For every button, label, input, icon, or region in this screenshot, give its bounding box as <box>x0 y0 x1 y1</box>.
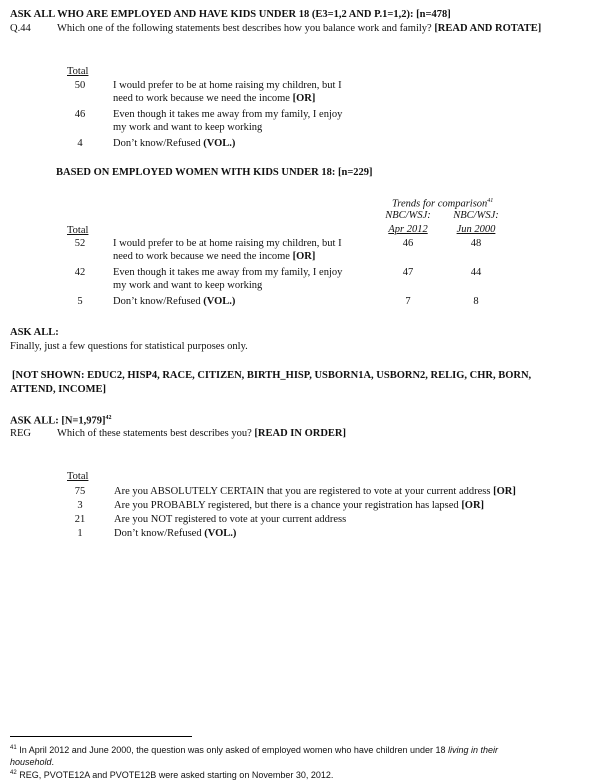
women-row3-tag: (VOL.) <box>203 296 236 307</box>
footnote-42 <box>10 767 333 781</box>
footnote-41-italic: living in their <box>448 745 499 755</box>
reg-row3-label: Are you NOT registered to vote at your current address <box>114 514 347 525</box>
reg-question-text: Which of these statements best describes you? <box>57 428 252 439</box>
footnote-42-text: REG, PVOTE12A and PVOTE12B were asked starting on November 30, 2012. <box>19 770 334 780</box>
q44-row3-tag: (VOL.) <box>203 138 236 149</box>
women-row2-c2: 44 <box>470 267 482 278</box>
q44-row3-label: Don’t know/Refused <box>113 138 201 149</box>
women-row2-line2: my work and want to keep working <box>113 280 263 291</box>
women-row1-c1: 46 <box>402 238 414 249</box>
women-row3-value: 5 <box>77 296 83 307</box>
reg-row2-tag: [OR] <box>461 500 485 511</box>
reg-row4-value: 1 <box>77 528 83 539</box>
q44-row1-text <box>113 79 342 105</box>
reg-row3-value: 21 <box>74 514 86 525</box>
q44-row1-tag: [OR] <box>292 93 316 104</box>
q44-row1-line2 <box>113 92 342 105</box>
reg-row1-tag: [OR] <box>493 486 516 497</box>
women-row3-label: Don’t know/Refused <box>113 296 201 307</box>
reg-total-header: Total <box>67 471 89 482</box>
women-row1-line2 <box>113 250 342 263</box>
notshown-line2: ATTEND, INCOME] <box>10 384 107 395</box>
footnote-divider <box>10 736 192 737</box>
reg-base-text: ASK ALL: [N=1,979] <box>10 415 106 427</box>
footnote-41-italic-2: household <box>10 757 52 767</box>
women-row3-c1: 7 <box>405 296 411 307</box>
q44-row3-text <box>113 137 235 150</box>
reg-instruction: [READ IN ORDER] <box>254 428 346 439</box>
reg-row1-text <box>114 485 516 498</box>
askall-text: Finally, just a few questions for statistical purposes only. <box>10 341 248 352</box>
q44-question-text: Which one of the following statements best describes how you balance work and family? <box>57 23 432 34</box>
reg-row2-text <box>114 499 484 512</box>
q44-row3-value: 4 <box>77 138 83 149</box>
trends-footnote-ref: 41 <box>487 198 494 204</box>
women-row2-line1: Even though it takes me away from my family, I enjoy <box>113 267 343 278</box>
col1-line1: NBC/WSJ: <box>385 210 431 221</box>
footnote-41-number: 41 <box>10 745 17 751</box>
q44-id: Q.44 <box>10 23 31 34</box>
reg-row3-text <box>114 513 346 526</box>
reg-row1-value: 75 <box>74 486 86 497</box>
women-row3-c2: 8 <box>473 296 479 307</box>
women-total-header: Total <box>67 225 89 236</box>
reg-row2-label: Are you PROBABLY registered, but there is a chance your registration has lapsed <box>114 500 459 511</box>
reg-footnote-ref: 42 <box>105 415 112 421</box>
col2-line2: Jun 2000 <box>456 224 496 235</box>
women-row1-value: 52 <box>74 238 86 249</box>
women-row2-c1: 47 <box>402 267 414 278</box>
reg-question <box>57 427 346 440</box>
q44-row1-line1: I would prefer to be at home raising my children, but I <box>113 80 342 91</box>
women-row1-c2: 48 <box>470 238 482 249</box>
q44-total-header: Total <box>67 66 89 77</box>
reg-row4-tag: (VOL.) <box>204 528 237 539</box>
q44-row2-line1: Even though it takes me away from my family, I enjoy <box>113 109 343 120</box>
reg-row1-label: Are you ABSOLUTELY CERTAIN that you are registered to vote at your current address <box>114 486 491 497</box>
women-row3-text <box>113 295 235 308</box>
askall-label: ASK ALL: <box>10 327 59 338</box>
q44-row2-value: 46 <box>74 109 86 120</box>
footnote-41-text: In April 2012 and June 2000, the question was only asked of employed women who have children under 18 <box>19 745 446 755</box>
q44-instruction: [READ AND ROTATE] <box>434 23 542 34</box>
trends-header-text: Trends for comparison <box>392 198 488 210</box>
q44-row1-line2-text: need to work because we need the income <box>113 93 290 104</box>
q44-row1-value: 50 <box>74 80 86 91</box>
col2-line1: NBC/WSJ: <box>453 210 499 221</box>
women-row1-text <box>113 237 342 263</box>
reg-base <box>10 412 112 428</box>
women-row1-line1: I would prefer to be at home raising my children, but I <box>113 238 342 249</box>
women-row2-text <box>113 266 342 292</box>
footnote-41 <box>10 742 585 768</box>
reg-row4-label: Don’t know/Refused <box>114 528 202 539</box>
women-row1-line2-text: need to work because we need the income <box>113 251 290 262</box>
reg-row4-text <box>114 527 236 540</box>
q44-row2-line2: my work and want to keep working <box>113 122 263 133</box>
q44-row2-text <box>113 108 342 134</box>
footnote-41-end: . <box>51 757 55 767</box>
women-row1-tag: [OR] <box>292 251 316 262</box>
col1-line2: Apr 2012 <box>388 224 428 235</box>
reg-row2-value: 3 <box>77 500 83 511</box>
footnote-42-number: 42 <box>10 770 17 776</box>
notshown-line1: [NOT SHOWN: EDUC2, HISP4, RACE, CITIZEN, BIRTH_HISP, USBORN1A, USBORN2, RELIG, CHR, BORN, <box>12 370 532 381</box>
reg-id: REG <box>10 428 31 439</box>
q44-base: ASK ALL WHO ARE EMPLOYED AND HAVE KIDS UNDER 18 (E3=1,2 AND P.1=1,2): [n=478] <box>10 9 451 20</box>
women-base: BASED ON EMPLOYED WOMEN WITH KIDS UNDER 18: [n=229] <box>56 167 373 178</box>
q44-question <box>57 22 541 35</box>
women-row2-value: 42 <box>74 267 86 278</box>
